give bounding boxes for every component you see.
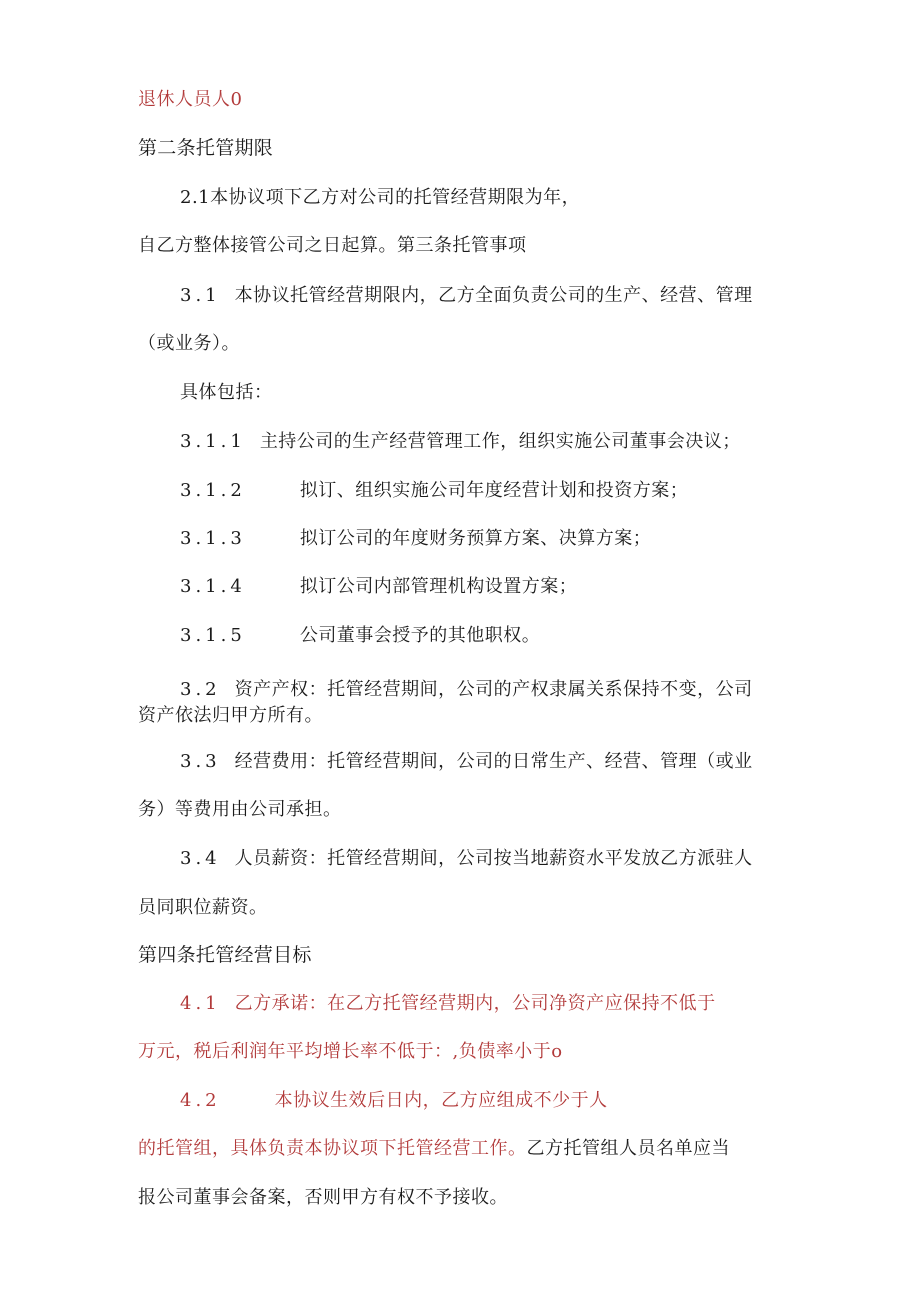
clause-text: 本协议托管经营期限内，乙方全面负责公司的生产、经营、管理 — [234, 285, 753, 306]
clause-3-3-line-2: 务）等费用由公司承担。 — [138, 799, 342, 820]
item-number: 3.1.2 — [180, 480, 246, 501]
clause-3-2-line-1 — [180, 678, 753, 702]
clause-2-1-line-1: 2.1本协议项下乙方对公司的托管经营期限为年， — [180, 187, 581, 208]
item-text: 拟订公司内部管理机构设置方案； — [299, 576, 578, 597]
clause-text-highlighted: 的托管组，具体负责本协议项下托管经营工作。 — [138, 1138, 527, 1159]
clause-3-1-line-2: （或业务）。 — [138, 333, 240, 354]
clause-3-2-line-2: 资产依法归甲方所有。 — [138, 705, 323, 726]
item-3-1-4 — [180, 575, 577, 599]
article-2-title: 第二条托管期限 — [138, 137, 274, 159]
clause-4-2-line-3: 报公司董事会备案，否则甲方有权不予接收。 — [138, 1187, 508, 1208]
item-text: 主持公司的生产经营管理工作，组织实施公司董事会决议； — [259, 431, 741, 452]
clause-4-2-line-2 — [138, 1137, 730, 1161]
item-number: 3.1.3 — [180, 528, 246, 549]
item-3-1-1 — [180, 430, 741, 454]
clause-number: 4.2 — [180, 1090, 221, 1111]
includes-label: 具体包括： — [180, 382, 273, 403]
clause-3-4-line-2: 员同职位薪资。 — [138, 897, 268, 918]
clause-number: 3.4 — [180, 848, 221, 869]
clause-number: 3.1 — [180, 285, 221, 306]
clause-4-1-line-1 — [180, 992, 716, 1016]
clause-text: 经营费用：托管经营期间，公司的日常生产、经营、管理（或业 — [234, 751, 753, 772]
clause-3-1-line-1 — [180, 284, 753, 308]
clause-number: 3.3 — [180, 751, 221, 772]
clause-3-3-line-1 — [180, 750, 753, 774]
clause-4-2-line-1 — [180, 1089, 608, 1113]
item-3-1-5 — [180, 624, 540, 648]
item-number: 3.1.5 — [180, 625, 246, 646]
clause-text: 本协议生效后日内，乙方应组成不少于人 — [274, 1090, 608, 1111]
item-number: 3.1.1 — [180, 431, 246, 452]
item-3-1-3 — [180, 527, 651, 551]
item-text: 拟订公司的年度财务预算方案、决算方案； — [299, 528, 652, 549]
clause-text: 乙方托管组人员名单应当 — [526, 1138, 730, 1159]
clause-2-1-line-2: 自乙方整体接管公司之日起算。第三条托管事项 — [138, 235, 527, 256]
item-3-1-2 — [180, 479, 688, 503]
clause-number: 4.1 — [180, 993, 221, 1014]
article-4-title: 第四条托管经营目标 — [138, 944, 312, 966]
clause-3-4-line-1 — [180, 847, 753, 871]
clause-text: 资产产权：托管经营期间，公司的产权隶属关系保持不变，公司 — [234, 679, 753, 700]
clause-number: 3.2 — [180, 679, 221, 700]
clause-text: 乙方承诺：在乙方托管经营期内，公司净资产应保持不低于 — [234, 993, 716, 1014]
clause-4-1-line-2: 万元，税后利润年平均增长率不低于：,负债率小于o — [138, 1041, 563, 1062]
retired-staff-line: 退休人员人0 — [138, 89, 243, 110]
item-text: 拟订、组织实施公司年度经营计划和投资方案； — [299, 480, 689, 501]
item-number: 3.1.4 — [180, 576, 246, 597]
item-text: 公司董事会授予的其他职权。 — [299, 625, 541, 646]
clause-text: 人员薪资：托管经营期间，公司按当地薪资水平发放乙方派驻人 — [234, 848, 753, 869]
